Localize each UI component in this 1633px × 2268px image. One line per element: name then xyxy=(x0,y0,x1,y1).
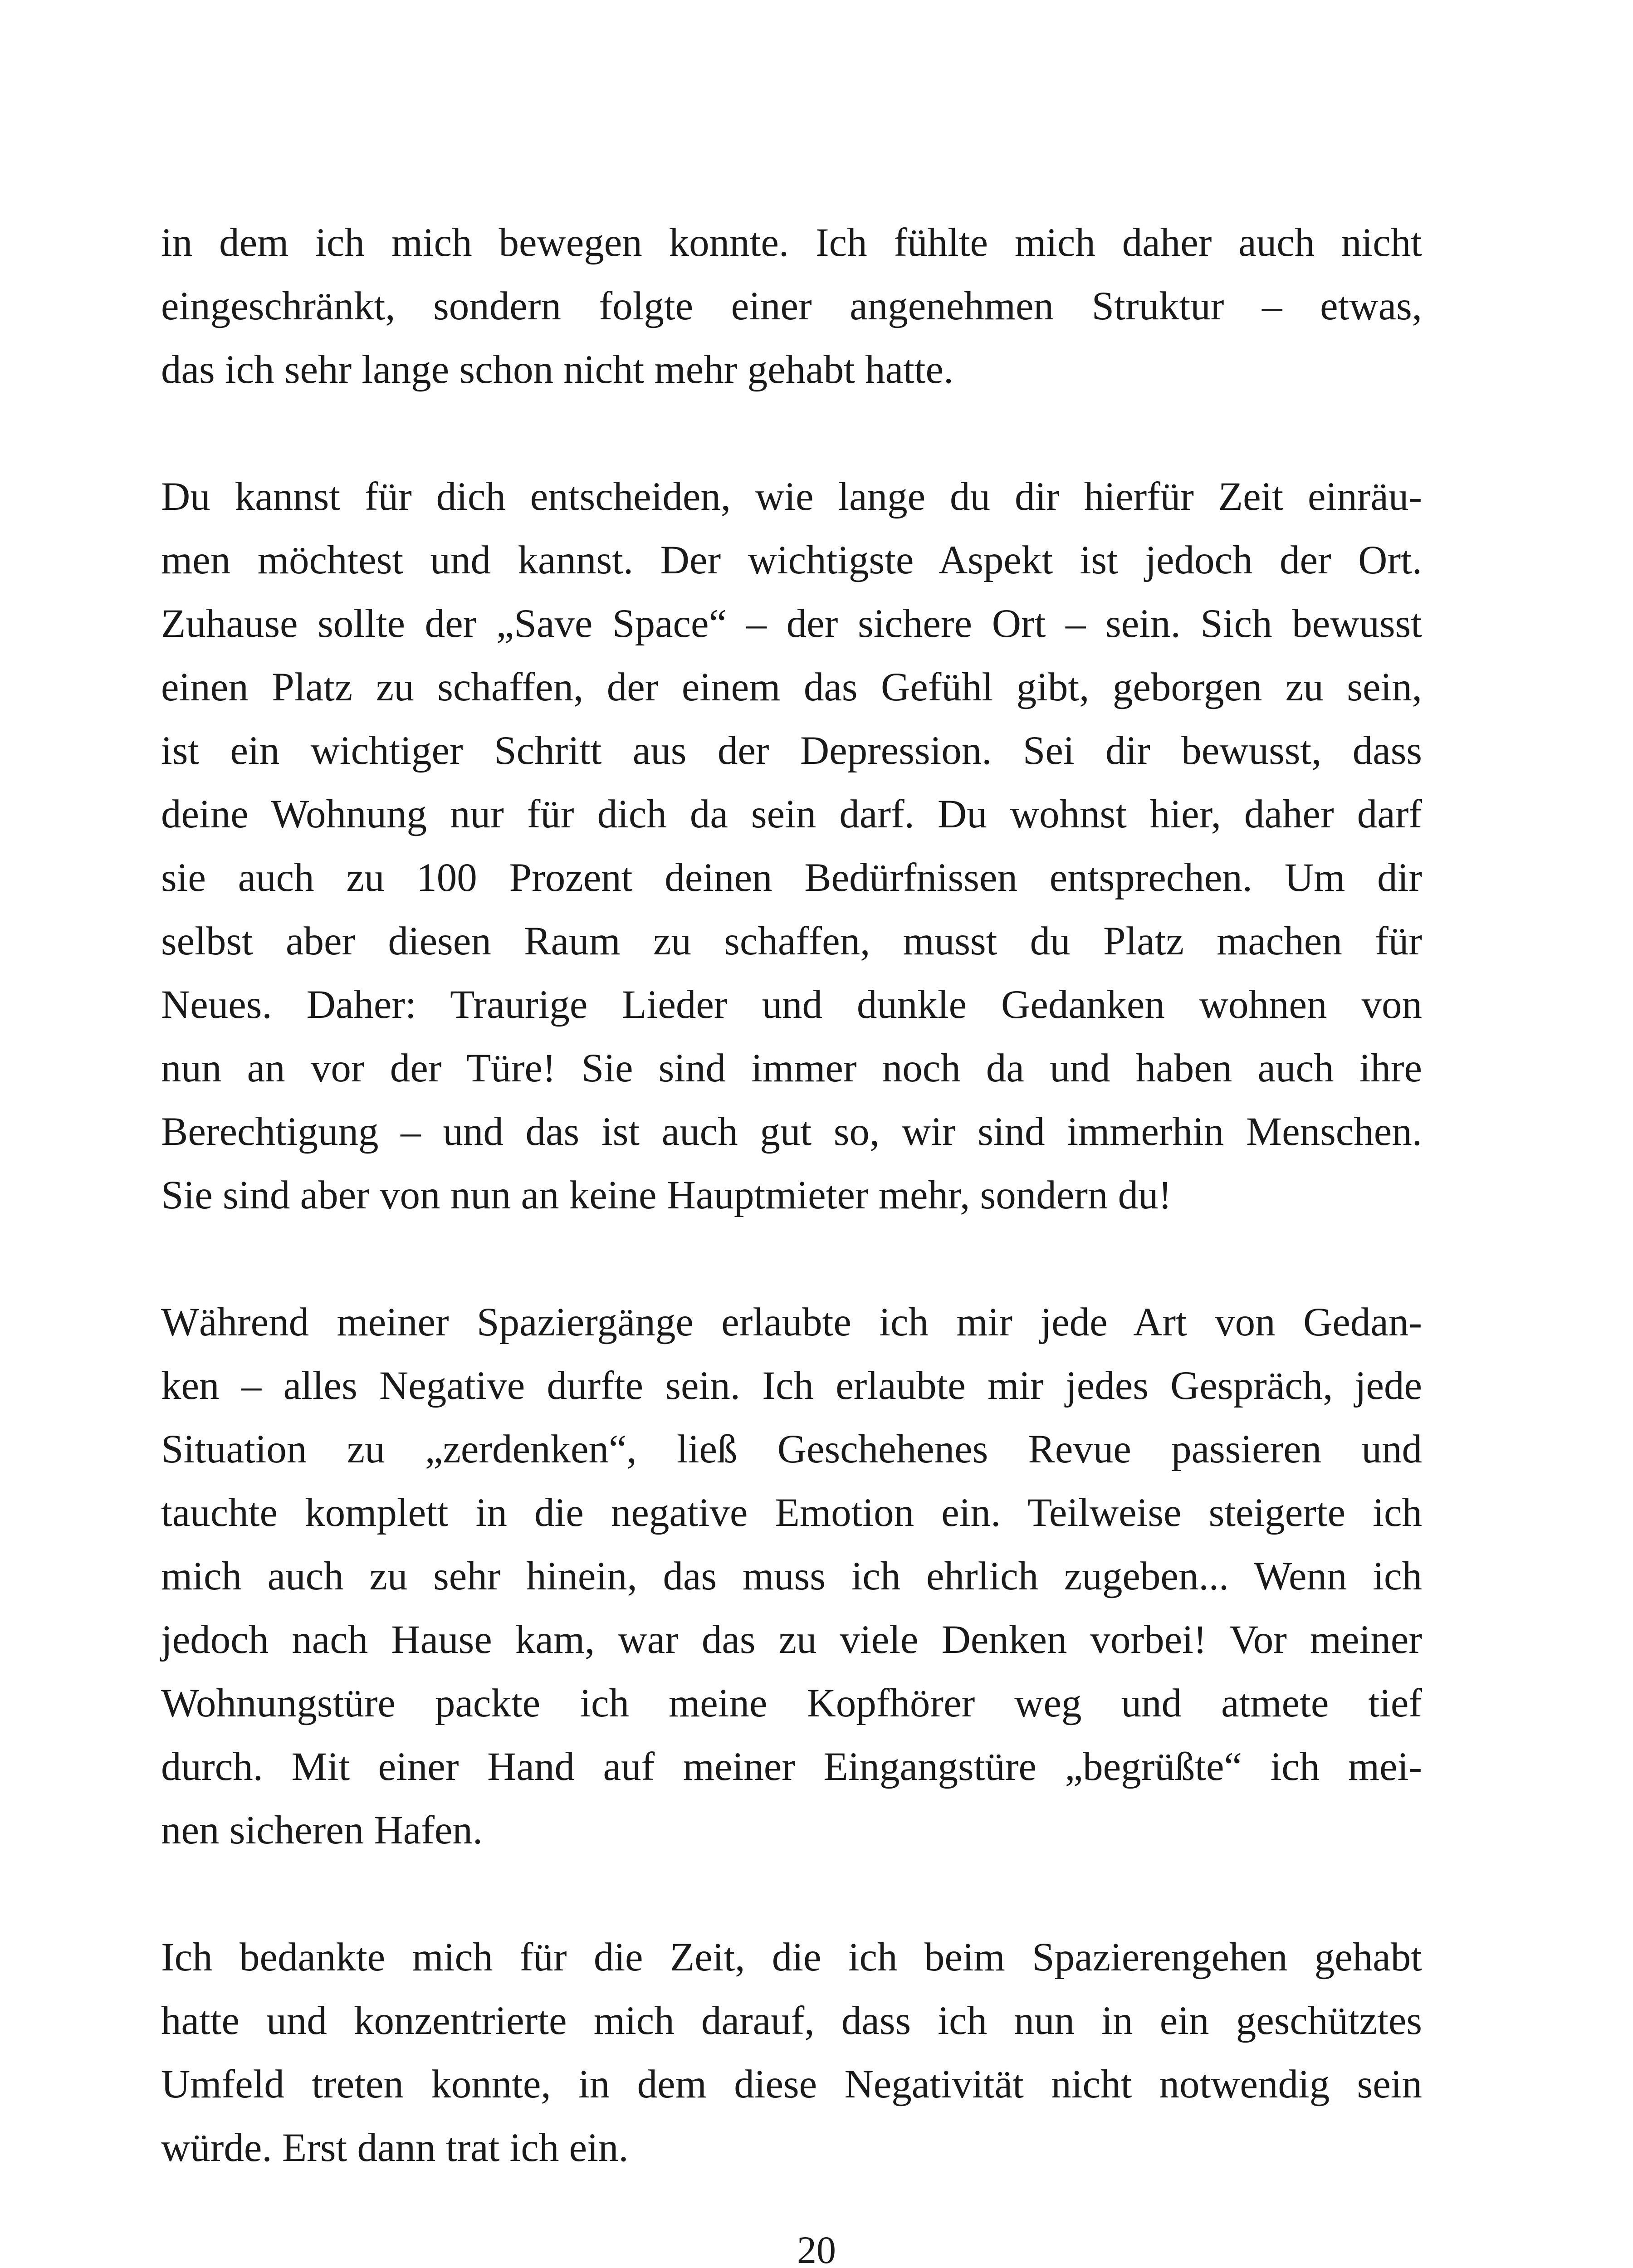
text-line: Ich bedankte mich für die Zeit, die ich beim Spazierengehen gehabt xyxy=(161,1935,1422,1980)
paragraph-4 xyxy=(161,1926,1422,2180)
text-line: jedoch nach Hause kam, war das zu viele Denken vorbei! Vor meiner xyxy=(161,1618,1422,1662)
text-line: mich auch zu sehr hinein, das muss ich ehrlich zugeben... Wenn ich xyxy=(161,1554,1422,1598)
body-text xyxy=(161,211,1422,2180)
text-line: Situation zu „zerdenken“, ließ Geschehenes Revue passieren und xyxy=(161,1427,1422,1471)
paragraph-spacer xyxy=(161,1862,1422,1926)
text-line: nen sicheren Hafen. xyxy=(161,1808,483,1853)
text-line: Sie sind aber von nun an keine Hauptmieter mehr, sondern du! xyxy=(161,1173,1172,1217)
text-line: nun an vor der Türe! Sie sind immer noch da und haben auch ihre xyxy=(161,1046,1422,1090)
text-line: Während meiner Spaziergänge erlaubte ich mir jede Art von Gedan- xyxy=(161,1300,1422,1344)
paragraph-2 xyxy=(161,465,1422,1227)
text-line: men möchtest und kannst. Der wichtigste Aspekt ist jedoch der Ort. xyxy=(161,538,1422,582)
text-line: Zuhause sollte der „Save Space“ – der sichere Ort – sein. Sich bewusst xyxy=(161,601,1422,646)
text-line: deine Wohnung nur für dich da sein darf. Du wohnst hier, daher darf xyxy=(161,792,1422,836)
text-line: sie auch zu 100 Prozent deinen Bedürfnissen entsprechen. Um dir xyxy=(161,855,1422,900)
text-line: das ich sehr lange schon nicht mehr gehabt hatte. xyxy=(161,347,954,392)
text-line: selbst aber diesen Raum zu schaffen, musst du Platz machen für xyxy=(161,919,1422,963)
text-line: durch. Mit einer Hand auf meiner Eingangstüre „begrüßte“ ich mei- xyxy=(161,1745,1422,1789)
paragraph-spacer xyxy=(161,401,1422,465)
text-line: eingeschränkt, sondern folgte einer angenehmen Struktur – etwas, xyxy=(161,284,1422,328)
text-line: Wohnungstüre packte ich meine Kopfhörer weg und atmete tief xyxy=(161,1681,1422,1725)
text-line: Umfeld treten konnte, in dem diese Negativität nicht notwendig sein xyxy=(161,2062,1422,2107)
text-line: ken – alles Negative durfte sein. Ich erlaubte mir jedes Gespräch, jede xyxy=(161,1364,1422,1408)
text-line: hatte und konzentrierte mich darauf, dass ich nun in ein geschütztes xyxy=(161,1999,1422,2043)
paragraph-1 xyxy=(161,211,1422,401)
text-line: einen Platz zu schaffen, der einem das Gefühl gibt, geborgen zu sein, xyxy=(161,665,1422,709)
text-line: würde. Erst dann trat ich ein. xyxy=(161,2126,629,2170)
paragraph-3 xyxy=(161,1290,1422,1862)
text-line: Neues. Daher: Traurige Lieder und dunkle Gedanken wohnen von xyxy=(161,982,1422,1027)
text-line: Berechtigung – und das ist auch gut so, wir sind immerhin Menschen. xyxy=(161,1110,1422,1154)
page-number: 20 xyxy=(797,2228,836,2268)
text-line: Du kannst für dich entscheiden, wie lange du dir hierfür Zeit einräu- xyxy=(161,474,1422,519)
paragraph-spacer xyxy=(161,1227,1422,1290)
text-line: tauchte komplett in die negative Emotion ein. Teilweise steigerte ich xyxy=(161,1491,1422,1535)
text-line: ist ein wichtiger Schritt aus der Depression. Sei dir bewusst, dass xyxy=(161,728,1422,773)
text-line: in dem ich mich bewegen konnte. Ich fühlte mich daher auch nicht xyxy=(161,220,1422,265)
